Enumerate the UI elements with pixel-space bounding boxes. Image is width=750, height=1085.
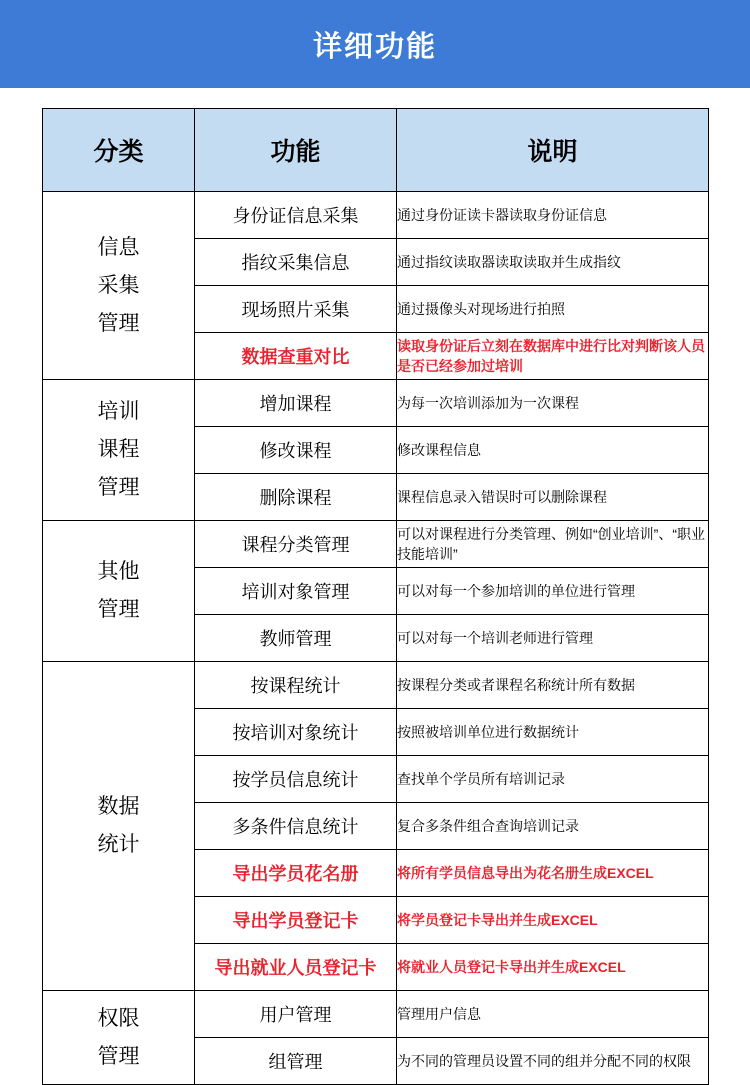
category-line: 管理 [97,1044,140,1068]
function-cell: 指纹采集信息 [195,239,397,286]
description-cell: 可以对课程进行分类管理、例如“创业培训”、“职业技能培训” [397,521,709,568]
category-cell [43,192,195,380]
function-cell: 现场照片采集 [195,286,397,333]
function-cell: 数据查重对比 [195,333,397,380]
function-cell: 教师管理 [195,615,397,662]
description-cell: 管理用户信息 [397,991,709,1038]
category-cell [43,662,195,991]
page-header [0,0,750,88]
description-cell: 按课程分类或者课程名称统计所有数据 [397,662,709,709]
function-cell: 课程分类管理 [195,521,397,568]
function-cell: 按课程统计 [195,662,397,709]
page-title: 详细功能 [312,30,437,63]
description-cell: 为每一次培训添加为一次课程 [397,380,709,427]
function-cell: 按培训对象统计 [195,709,397,756]
category-line: 信息 [97,235,140,259]
category-line: 采集 [97,273,140,297]
column-header-description: 说明 [397,109,709,192]
function-cell: 组管理 [195,1038,397,1085]
category-cell [43,991,195,1085]
function-cell: 增加课程 [195,380,397,427]
category-line: 课程 [97,438,140,461]
function-cell: 身份证信息采集 [195,192,397,239]
function-cell: 多条件信息统计 [195,803,397,850]
functions-table [42,108,709,1085]
description-cell: 可以对每一个参加培训的单位进行管理 [397,568,709,615]
function-cell: 导出学员花名册 [195,850,397,897]
table-row [43,662,709,709]
description-cell: 通过摄像头对现场进行拍照 [397,286,709,333]
table-row [43,192,709,239]
description-cell: 复合多条件组合查询培训记录 [397,803,709,850]
description-cell: 修改课程信息 [397,427,709,474]
table-header-row [43,109,709,192]
description-cell: 将就业人员登记卡导出并生成EXCEL [397,944,709,991]
description-cell: 通过指纹读取器读取读取并生成指纹 [397,239,709,286]
table-row [43,521,709,568]
category-cell [43,380,195,521]
function-cell: 培训对象管理 [195,568,397,615]
description-cell: 读取身份证后立刻在数据库中进行比对判断该人员是否已经参加过培训 [397,333,709,380]
table-row [43,380,709,427]
description-cell: 通过身份证读卡器读取身份证信息 [397,192,709,239]
description-cell: 将所有学员信息导出为花名册生成EXCEL [397,850,709,897]
description-cell: 可以对每一个培训老师进行管理 [397,615,709,662]
description-cell: 将学员登记卡导出并生成EXCEL [397,897,709,944]
table-row [43,991,709,1038]
description-cell: 查找单个学员所有培训记录 [397,756,709,803]
table-body [43,192,709,1085]
category-line: 培训 [97,400,140,423]
category-line: 权限 [97,1006,140,1030]
category-line: 管理 [97,476,140,499]
function-cell: 按学员信息统计 [195,756,397,803]
category-line: 统计 [97,833,140,856]
function-cell: 删除课程 [195,474,397,521]
function-cell: 导出就业人员登记卡 [195,944,397,991]
category-line: 管理 [97,311,140,335]
description-cell: 课程信息录入错误时可以删除课程 [397,474,709,521]
function-cell: 用户管理 [195,991,397,1038]
description-cell: 为不同的管理员设置不同的组并分配不同的权限 [397,1038,709,1085]
table-container [0,88,750,1085]
function-cell: 导出学员登记卡 [195,897,397,944]
column-header-category: 分类 [43,109,195,192]
category-line: 数据 [97,795,140,818]
category-cell [43,521,195,662]
category-line: 管理 [97,598,140,621]
category-line: 其他 [97,560,140,583]
description-cell: 按照被培训单位进行数据统计 [397,709,709,756]
function-cell: 修改课程 [195,427,397,474]
column-header-function: 功能 [195,109,397,192]
